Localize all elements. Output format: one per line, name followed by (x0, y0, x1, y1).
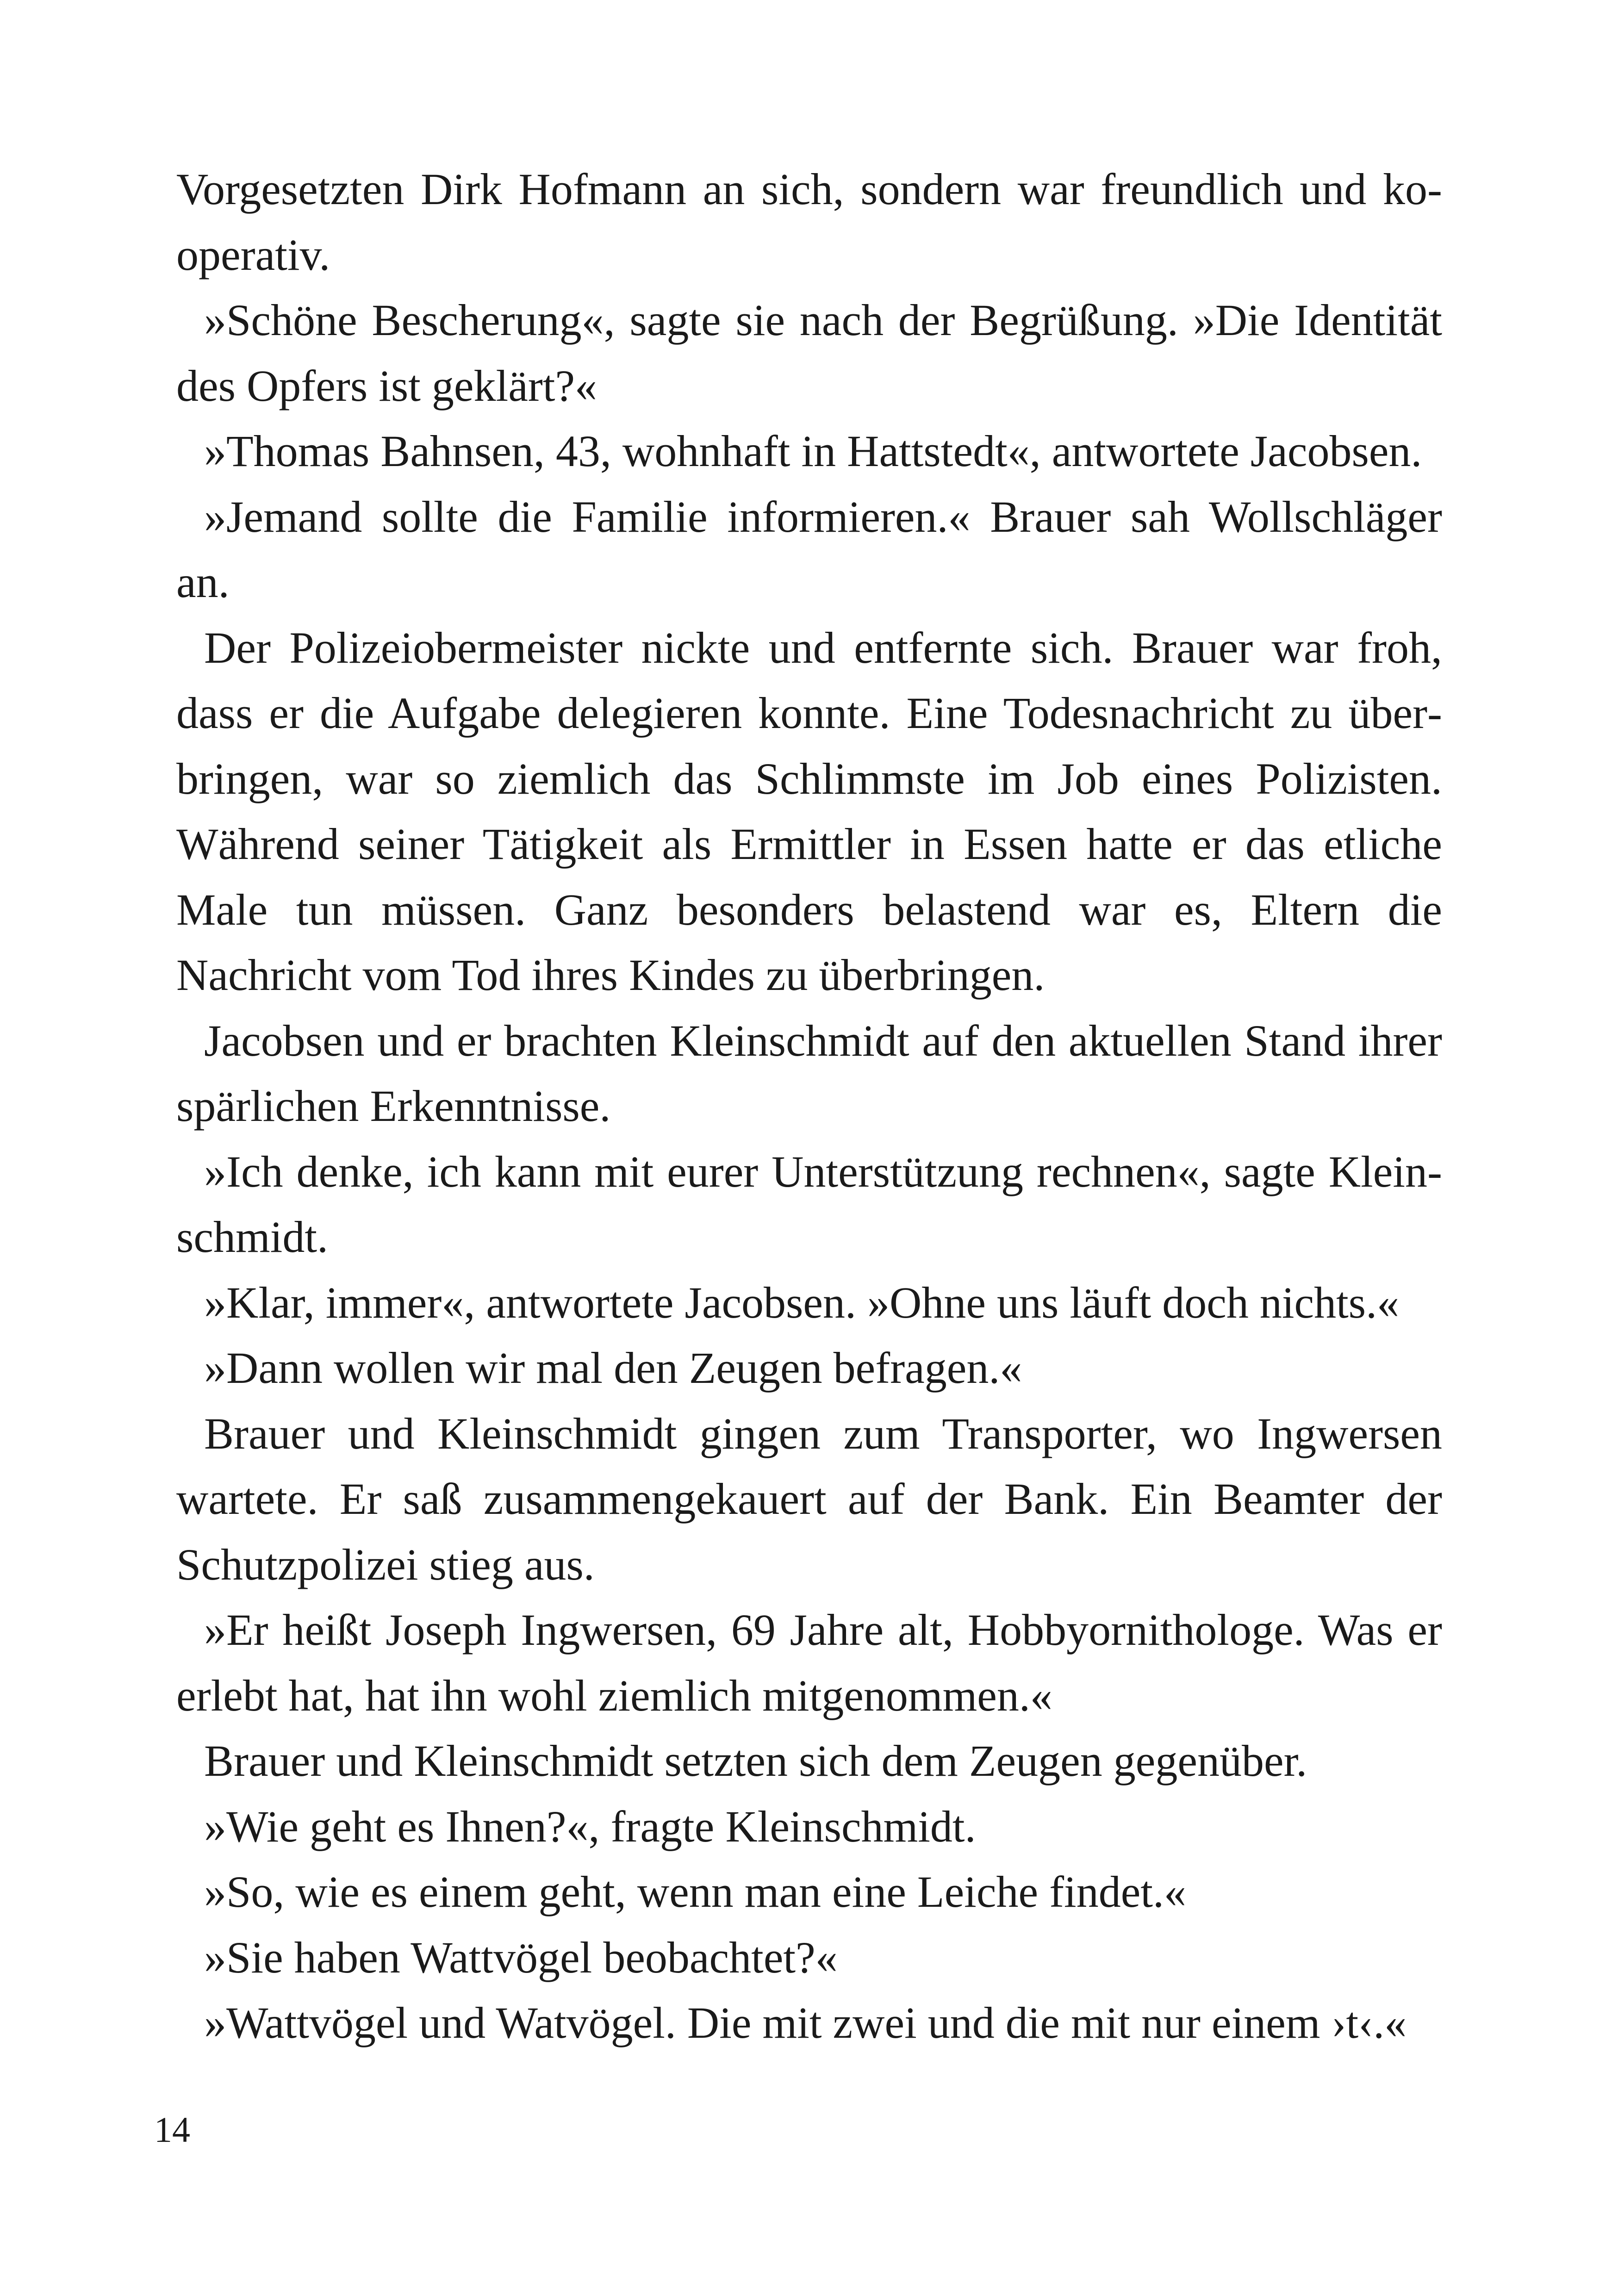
paragraph-narration: Jacobsen und er brachten Kleinschmidt auf den aktuellen Stand ihrer spärlichen Erkenntnisse. (176, 1015, 1442, 1131)
paragraph-dialogue: »Ich denke, ich kann mit eurer Unterstützung rechnen«, sagte Kleinschmidt. (176, 1146, 1442, 1262)
paragraph-dialogue: »Klar, immer«, antwortete Jacobsen. »Ohne uns läuft doch nichts.« (204, 1277, 1400, 1327)
paragraph-dialogue: »Wie geht es Ihnen?«, fragte Kleinschmidt. (204, 1801, 976, 1851)
paragraph-dialogue: »Jemand sollte die Familie informieren.« Brauer sah Wollschläger an. (176, 492, 1442, 607)
paragraph-narration: Brauer und Kleinschmidt setzten sich dem Zeugen gegenüber. (204, 1736, 1307, 1786)
paragraph-dialogue: »Wattvögel und Watvögel. Die mit zwei und die mit nur einem ›t‹.« (204, 1998, 1407, 2047)
body-text (176, 156, 1442, 2056)
paragraph-narration: Brauer und Kleinschmidt gingen zum Transporter, wo Ingwersen wartete. Er saß zusammengekauert auf der Bank. Ein Beamter der Schutzpolizei stieg aus. (176, 1408, 1442, 1589)
paragraph-narration: Der Polizeiobermeister nickte und entfernte sich. Brauer war froh, dass er die Aufgabe delegieren konnte. Eine Todesnachricht zu überbringen, war so ziemlich das Schlimmste im Job eines Polizisten. Während seiner Tätigkeit als Ermittler in Essen hatte er das etliche Male tun müssen. Ganz besonders belastend war es, Eltern die Nachricht vom Tod ihres Kindes zu überbringen. (176, 622, 1442, 1000)
paragraph-dialogue: »Dann wollen wir mal den Zeugen befragen.« (204, 1343, 1022, 1393)
paragraph-dialogue: »Sie haben Wattvögel beobachtet?« (204, 1932, 838, 1982)
paragraph-dialogue: »Schöne Bescherung«, sagte sie nach der Begrüßung. »Die Identität des Opfers ist geklärt?« (176, 295, 1442, 411)
paragraph-continuation: Vorgesetzten Dirk Hofmann an sich, sondern war freundlich und kooperativ. (176, 164, 1442, 280)
paragraph-dialogue: »Er heißt Joseph Ingwersen, 69 Jahre alt, Hobbyornithologe. Was er erlebt hat, hat ihn wohl ziemlich mitgenommen.« (176, 1605, 1442, 1720)
page-number: 14 (154, 2109, 190, 2150)
paragraph-dialogue: »Thomas Bahnsen, 43, wohnhaft in Hattstedt«, antwortete Jacobsen. (204, 426, 1422, 476)
paragraph-dialogue: »So, wie es einem geht, wenn man eine Leiche findet.« (204, 1867, 1186, 1916)
